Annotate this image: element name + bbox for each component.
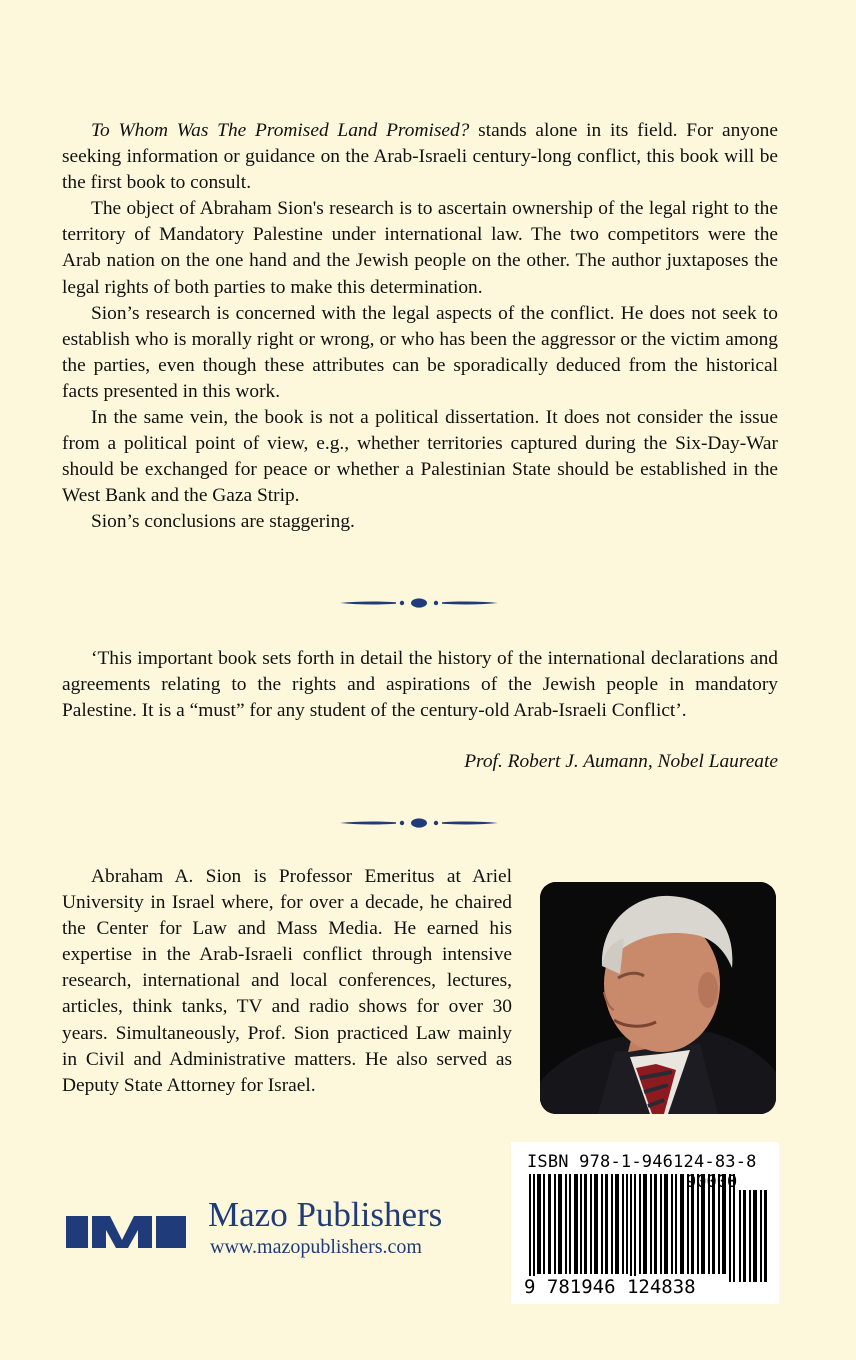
ean-digits: 9 781946 124838 xyxy=(520,1276,700,1298)
endorsement-quote xyxy=(62,646,778,724)
author-bio xyxy=(62,864,512,1099)
blurb-paragraph-2: The object of Abraham Sion's research is to ascertain ownership of the legal right to the territory of Mandatory Palestine under international law. The two competitors were the Arab nation on the one hand and the Jewish people on the other. The author juxtaposes the legal rights of both parties to make this determination. xyxy=(62,198,778,298)
ornament-divider-icon xyxy=(338,596,500,610)
author-bio-text: Abraham A. Sion is Professor Emeritus at Ariel University in Israel where, for over a decade, he chaired the Center for Law and Mass Media. He earned his expertise in the Arab-Israeli conflict through intensive research, international and local conferences, lectures, articles, think tanks, TV and radio shows for over 30 years. Simultaneously, Prof. Sion practiced Law mainly in Civil and Administrative matters. He also served as Deputy State Attorney for Israel. xyxy=(62,866,512,1096)
author-portrait-image xyxy=(540,882,776,1114)
price-code: 90000 xyxy=(686,1172,738,1192)
ornament-divider-icon xyxy=(338,816,500,830)
publisher-name: Mazo Publishers xyxy=(208,1195,443,1234)
isbn-label: ISBN 978-1-946124-83-8 xyxy=(527,1152,757,1172)
blurb-paragraph-1 xyxy=(62,118,778,196)
blurb-paragraph-1-text: stands alone in its field. For anyone seeking information or guidance on the Arab-Israeli century-long conflict, this book will be the first book to consult. xyxy=(62,120,778,194)
blurb-paragraph-3: Sion’s research is concerned with the legal aspects of the conflict. He does not seek to establish who is morally right or wrong, or who has been the aggressor or the victim among the parties, even though these attributes can be sporadically deduced from the historical facts presented in this work. xyxy=(62,302,778,402)
book-title: To Whom Was The Promised Land Promised? xyxy=(91,120,470,141)
author-photo xyxy=(540,882,776,1114)
quote-text: ‘This important book sets forth in detail the history of the international declarations and agreements relating to the rights and aspirations of the Jewish people in mandatory Palestine. It is a “must” for any student of the century-old Arab-Israeli Conflict’. xyxy=(62,648,778,722)
blurb-paragraph-4: In the same vein, the book is not a political dissertation. It does not consider the issue from a political point of view, e.g., whether territories captured during the Six-Day-War should be exchanged for peace or whether a Palestinian State should be established in the West Bank and the Gaza Strip. xyxy=(62,407,778,507)
back-cover-blurb xyxy=(62,118,778,536)
blurb-paragraph-5: Sion’s conclusions are staggering. xyxy=(91,511,355,533)
mazo-publishers-logo-icon xyxy=(66,1216,186,1248)
publisher-url: www.mazopublishers.com xyxy=(210,1236,422,1258)
quote-attribution: Prof. Robert J. Aumann, Nobel Laureate xyxy=(464,751,778,772)
